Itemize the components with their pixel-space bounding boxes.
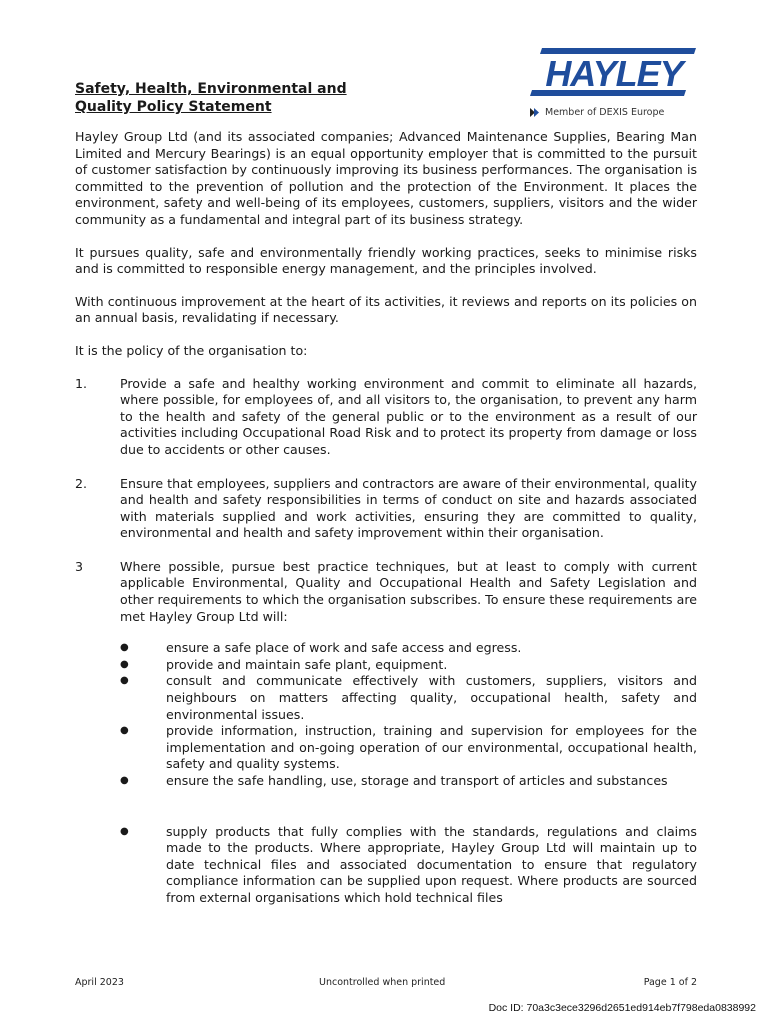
policy-item-3 bbox=[75, 559, 697, 625]
bullet-text: provide and maintain safe plant, equipment. bbox=[166, 656, 448, 672]
page-title bbox=[75, 80, 347, 116]
policy-body bbox=[75, 129, 697, 907]
bullet-text: supply products that fully complies with the standards, regulations and claims made to the products. Where appropriate, Hayley Group Ltd will maintain up to date technical files and associated documentation to ensure that regulatory compliance information can be supplied upon request. Where products are sourced from external organisations which hold technical files bbox=[166, 823, 697, 905]
list-item bbox=[120, 773, 697, 790]
logo-subtitle-text: Member of DEXIS Europe bbox=[545, 107, 665, 118]
page-footer bbox=[75, 977, 697, 991]
item-text: Provide a safe and healthy working environment and commit to eliminate all hazards, where possible, for employees of, and all visitors to, the organisation, to prevent any harm to the health and safety of the general public or to the environment as a result of our activities including Occupational Road Risk and to protect its property from damage or loss due to accidents or other causes. bbox=[120, 375, 697, 457]
list-item bbox=[120, 657, 697, 674]
item-text: Where possible, pursue best practice techniques, but at least to comply with current applicable Environmental, Quality and Occupational Health and Safety Legislation and other requirements to which the organisation subscribes. To ensure these requirements are met Hayley Group Ltd will: bbox=[120, 558, 697, 624]
bullet-list bbox=[120, 640, 697, 906]
list-item bbox=[120, 824, 697, 907]
bullet-text: provide information, instruction, training and supervision for employees for the implementation and on-going operation of our environmental, occupational health, safety and quality systems. bbox=[166, 723, 697, 772]
footer-date: April 2023 bbox=[75, 977, 124, 988]
title-line-1: Safety, Health, Environmental and bbox=[75, 81, 347, 97]
bullet-icon: ● bbox=[120, 775, 129, 786]
bullet-icon: ● bbox=[120, 725, 129, 737]
dexis-arrow-icon bbox=[528, 106, 541, 119]
title-line-2: Quality Policy Statement bbox=[75, 99, 272, 115]
hayley-logo bbox=[528, 46, 698, 124]
doc-id: Doc ID: 70a3c3ece3296d2651ed914eb7f798eda0838992 bbox=[488, 1002, 756, 1014]
intro-paragraph-3: With continuous improvement at the heart of its activities, it reviews and reports on its policies on an annual basis, revalidating if necessary. bbox=[75, 293, 697, 326]
item-number: 1. bbox=[75, 375, 88, 391]
footer-page-number: Page 1 of 2 bbox=[643, 977, 697, 988]
intro-paragraph-2: It pursues quality, safe and environmentally friendly working practices, seeks to minimise risks and is committed to responsible energy management, and the principles involved. bbox=[75, 244, 697, 277]
item-number: 3 bbox=[75, 558, 84, 574]
hayley-logo-graphic bbox=[528, 46, 698, 98]
bullet-icon: ● bbox=[120, 675, 129, 687]
item-number: 2. bbox=[75, 475, 88, 491]
logo-subtitle bbox=[528, 106, 664, 119]
list-item bbox=[120, 640, 697, 657]
item-text: Ensure that employees, suppliers and contractors are aware of their environmental, quality and health and safety responsibilities in terms of conduct on site and hazards associated with materials supplied and work activities, ensuring they are committed to quality, environmental and health and safety improvement within their organisation. bbox=[120, 475, 697, 541]
list-item bbox=[120, 723, 697, 773]
bullet-icon: ● bbox=[120, 642, 129, 654]
bullet-icon: ● bbox=[120, 658, 129, 670]
policy-item-2 bbox=[75, 476, 697, 542]
footer-uncontrolled-note: Uncontrolled when printed bbox=[319, 977, 446, 988]
policy-item-1 bbox=[75, 376, 697, 459]
intro-paragraph-1: Hayley Group Ltd (and its associated companies; Advanced Maintenance Supplies, Bearing Man Limited and Mercury Bearings) is an equal opportunity employer that is committed to the pursuit of customer satisfaction by continuously improving its business performances. The organisation is committed to the prevention of pollution and the protection of the Environment. It places the environment, safety and well-being of its employees, customers, suppliers, visitors and the wider community as a fundamental and integral part of its business strategy. bbox=[75, 129, 697, 227]
bullet-text: ensure the safe handling, use, storage and transport of articles and substances bbox=[166, 773, 668, 788]
logo-wordmark: HAYLEY bbox=[545, 53, 683, 94]
bullet-text: ensure a safe place of work and safe access and egress. bbox=[166, 640, 522, 656]
bullet-text: consult and communicate effectively with customers, suppliers, visitors and neighbours on matters affecting quality, occupational health, safety and environmental issues. bbox=[166, 673, 697, 722]
list-item bbox=[120, 673, 697, 723]
bullet-icon: ● bbox=[120, 825, 129, 837]
intro-paragraph-4: It is the policy of the organisation to: bbox=[75, 342, 308, 358]
